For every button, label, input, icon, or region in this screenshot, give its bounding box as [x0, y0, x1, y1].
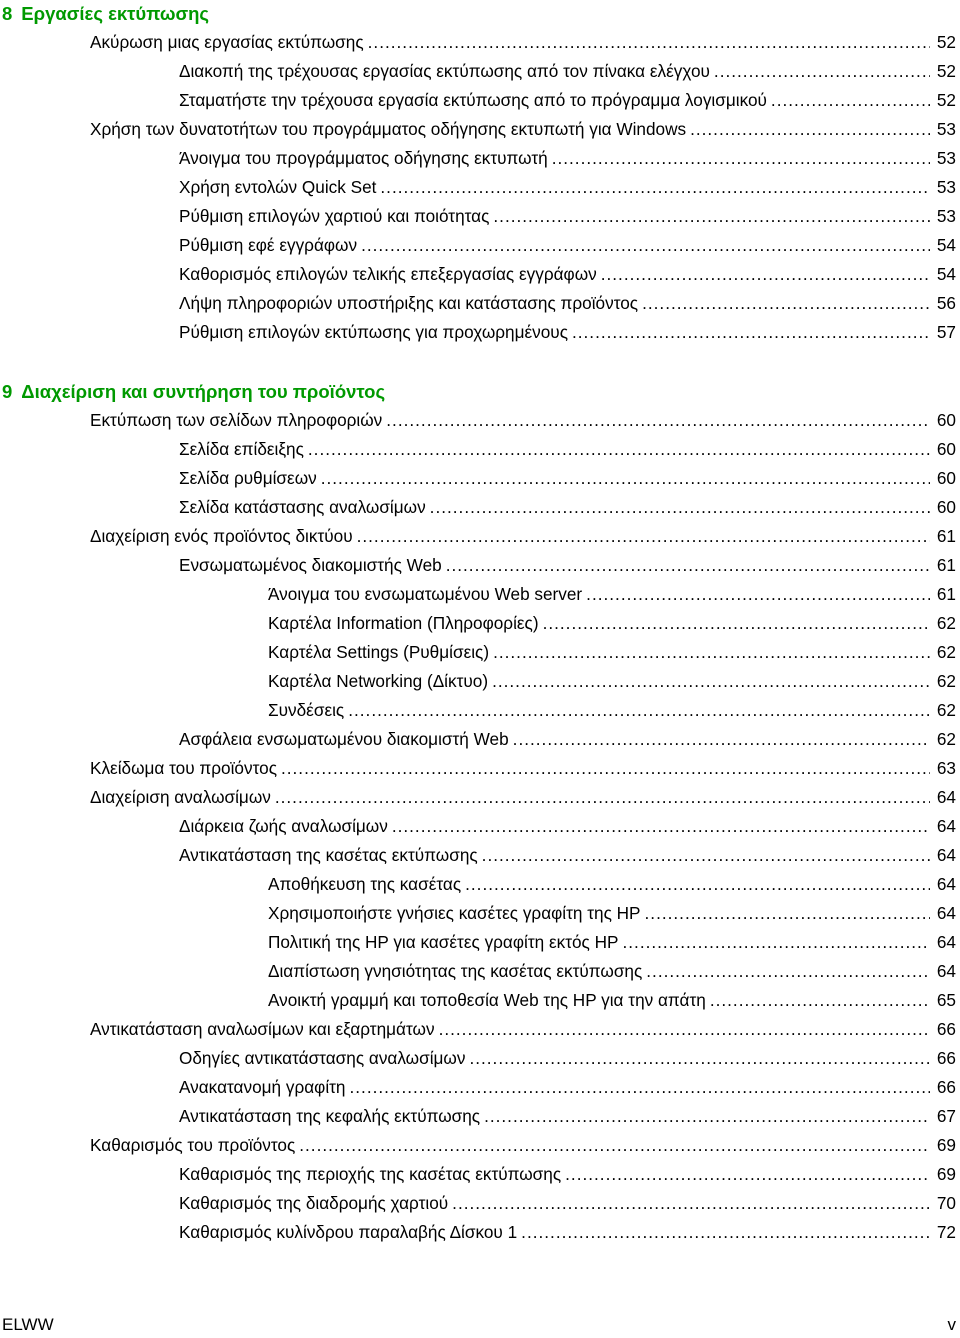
toc-page-number[interactable]: 62	[936, 700, 956, 720]
toc-entry[interactable]	[0, 202, 960, 231]
toc-page-number[interactable]: 57	[936, 322, 956, 342]
toc-entry[interactable]	[0, 696, 960, 725]
toc-page-number[interactable]: 63	[936, 758, 956, 778]
dot-leader	[446, 551, 930, 580]
dot-leader	[690, 115, 930, 144]
toc-page-number[interactable]: 64	[936, 903, 956, 923]
toc-entry[interactable]	[0, 812, 960, 841]
toc-entry[interactable]	[0, 783, 960, 812]
toc-entry-title[interactable]: Συνδέσεις	[268, 700, 345, 720]
chapter-heading	[0, 0, 960, 28]
toc-entry-title[interactable]: Οδηγίες αντικατάστασης αναλωσίμων	[179, 1048, 466, 1068]
toc-entry-title[interactable]: Ασφάλεια ενσωματωμένου διακομιστή Web	[179, 729, 509, 749]
toc-entry[interactable]	[0, 957, 960, 986]
dot-leader	[348, 696, 930, 725]
dot-leader	[452, 1189, 930, 1218]
toc-page-number[interactable]: 62	[936, 613, 956, 633]
toc-entry[interactable]	[0, 1015, 960, 1044]
toc-entry-title[interactable]: Χρησιμοποιήστε γνήσιες κασέτες γραφίτη της HP	[268, 903, 641, 923]
toc-entry[interactable]	[0, 406, 960, 435]
dot-leader	[492, 667, 930, 696]
dot-leader	[543, 609, 930, 638]
toc-entry[interactable]	[0, 841, 960, 870]
dot-leader	[601, 260, 930, 289]
dot-leader	[386, 406, 930, 435]
toc-entry[interactable]	[0, 1073, 960, 1102]
dot-leader	[321, 464, 930, 493]
dot-leader	[484, 1102, 930, 1131]
toc-page-number[interactable]: 60	[936, 468, 956, 488]
dot-leader	[465, 870, 930, 899]
toc-page-number[interactable]: 67	[936, 1106, 956, 1126]
toc-entry-title[interactable]: Ρύθμιση επιλογών εκτύπωσης για προχωρημένους	[179, 322, 568, 342]
footer-label: ELWW	[2, 1315, 54, 1334]
toc-entry[interactable]	[0, 318, 960, 347]
dot-leader	[392, 812, 930, 841]
toc-entry-title[interactable]: Καθαρισμός του προϊόντος	[90, 1135, 296, 1155]
toc-entry-title[interactable]: Καθαρισμός της διαδρομής χαρτιού	[179, 1193, 449, 1213]
dot-leader	[469, 1044, 930, 1073]
chapter-number: 8	[2, 3, 13, 24]
toc-entry[interactable]	[0, 115, 960, 144]
dot-leader	[357, 522, 930, 551]
toc-page-number[interactable]: 64	[936, 961, 956, 981]
toc-entry-list	[0, 28, 960, 347]
toc-entry-title[interactable]: Αποθήκευση της κασέτας	[268, 874, 462, 894]
toc-page-number[interactable]: 56	[936, 293, 956, 313]
chapter-number: 9	[2, 381, 13, 402]
toc-entry-title[interactable]: Καθαρισμός κυλίνδρου παραλαβής Δίσκου 1	[179, 1222, 518, 1242]
toc-entry[interactable]	[0, 1218, 960, 1247]
toc-entry-title[interactable]: Ρύθμιση εφέ εγγράφων	[179, 235, 358, 255]
dot-leader	[552, 144, 930, 173]
toc-page-number[interactable]: 53	[936, 119, 956, 139]
dot-leader	[350, 1073, 931, 1102]
toc-page-number[interactable]: 60	[936, 439, 956, 459]
toc-entry[interactable]	[0, 144, 960, 173]
toc-page-number[interactable]: 66	[936, 1077, 956, 1097]
dot-leader	[710, 986, 930, 1015]
dot-leader	[275, 783, 930, 812]
toc-entry-title[interactable]: Αντικατάσταση αναλωσίμων και εξαρτημάτων	[90, 1019, 435, 1039]
toc-entry[interactable]	[0, 580, 960, 609]
toc-page-number[interactable]: 70	[936, 1193, 956, 1213]
chapter-heading	[0, 378, 960, 406]
toc-entry[interactable]	[0, 57, 960, 86]
toc-page-number[interactable]: 53	[936, 177, 956, 197]
toc-entry-title[interactable]: Ενσωματωμένος διακομιστής Web	[179, 555, 442, 575]
toc-entry-title[interactable]: Άνοιγμα του προγράμματος οδήγησης εκτυπωτή	[179, 148, 548, 168]
toc-entry-title[interactable]: Άνοιγμα του ενσωματωμένου Web server	[268, 584, 583, 604]
toc-entry-title[interactable]: Διαχείριση αναλωσίμων	[90, 787, 271, 807]
toc-page-number[interactable]: 54	[936, 235, 956, 255]
toc-entry-title[interactable]: Διαπίστωση γνησιότητας της κασέτας εκτύπωσης	[268, 961, 643, 981]
dot-leader	[623, 928, 931, 957]
toc-page-number[interactable]: 64	[936, 787, 956, 807]
toc-page-number[interactable]: 64	[936, 874, 956, 894]
toc-page-number[interactable]: 61	[936, 584, 956, 604]
toc-entry[interactable]	[0, 986, 960, 1015]
toc-entry[interactable]	[0, 928, 960, 957]
toc-entry[interactable]	[0, 870, 960, 899]
page-number: v	[947, 1315, 956, 1334]
toc-entry-title[interactable]: Καρτέλα Networking (Δίκτυο)	[268, 671, 489, 691]
toc-page-number[interactable]: 65	[936, 990, 956, 1010]
chapter-title: Εργασίες εκτύπωσης	[21, 3, 210, 24]
dot-leader	[646, 957, 930, 986]
dot-leader	[439, 1015, 930, 1044]
toc-entry[interactable]	[0, 28, 960, 57]
toc-entry-title[interactable]: Αντικατάσταση της κεφαλής εκτύπωσης	[179, 1106, 481, 1126]
toc-entry[interactable]	[0, 638, 960, 667]
toc-page-number[interactable]: 60	[936, 410, 956, 430]
toc-entry[interactable]	[0, 1189, 960, 1218]
toc-entry-title[interactable]: Καθαρισμός της περιοχής της κασέτας εκτύπωσης	[179, 1164, 562, 1184]
toc-entry-title[interactable]: Χρήση των δυνατοτήτων του προγράμματος οδήγησης εκτυπωτή για Windows	[90, 119, 687, 139]
dot-leader	[586, 580, 930, 609]
toc-page-number[interactable]: 64	[936, 932, 956, 952]
toc-entry-title[interactable]: Σταματήστε την τρέχουσα εργασία εκτύπωσης από το πρόγραμμα λογισμικού	[179, 90, 767, 110]
dot-leader	[361, 231, 930, 260]
toc-entry[interactable]	[0, 899, 960, 928]
dot-leader	[299, 1131, 930, 1160]
dot-leader	[493, 638, 930, 667]
toc-entry[interactable]	[0, 522, 960, 551]
toc-entry[interactable]	[0, 493, 960, 522]
toc-page-number[interactable]: 62	[936, 729, 956, 749]
toc-entry-title[interactable]: Πολιτική της HP για κασέτες γραφίτη εκτός HP	[268, 932, 619, 952]
toc-page-number[interactable]: 69	[936, 1135, 956, 1155]
toc-entry[interactable]	[0, 725, 960, 754]
toc-entry-title[interactable]: Ρύθμιση επιλογών χαρτιού και ποιότητας	[179, 206, 490, 226]
toc-entry-title[interactable]: Λήψη πληροφοριών υποστήριξης και κατάστασης προϊόντος	[179, 293, 639, 313]
dot-leader	[308, 435, 930, 464]
page-footer	[0, 1314, 960, 1336]
dot-leader	[430, 493, 930, 522]
toc-entry[interactable]	[0, 1160, 960, 1189]
toc-entry-title[interactable]: Ακύρωση μιας εργασίας εκτύπωσης	[90, 32, 364, 52]
toc-entry-title[interactable]: Αντικατάσταση της κασέτας εκτύπωσης	[179, 845, 478, 865]
toc-entry[interactable]	[0, 667, 960, 696]
toc-entry[interactable]	[0, 609, 960, 638]
toc-entry-title[interactable]: Ανοικτή γραμμή και τοποθεσία Web της HP για την απάτη	[268, 990, 706, 1010]
toc-entry-title[interactable]: Διακοπή της τρέχουσας εργασίας εκτύπωσης από τον πίνακα ελέγχου	[179, 61, 710, 81]
toc-page-number[interactable]: 62	[936, 671, 956, 691]
dot-leader	[281, 754, 930, 783]
toc-entry[interactable]	[0, 464, 960, 493]
toc-page-number[interactable]: 61	[936, 555, 956, 575]
toc-entry-title[interactable]: Διάρκεια ζωής αναλωσίμων	[179, 816, 388, 836]
toc-entry[interactable]	[0, 231, 960, 260]
toc-page-number[interactable]: 52	[936, 61, 956, 81]
dot-leader	[771, 86, 930, 115]
dot-leader	[521, 1218, 930, 1247]
toc-page-number[interactable]: 64	[936, 816, 956, 836]
toc-entry-title[interactable]: Κλείδωμα του προϊόντος	[90, 758, 277, 778]
toc-entry-title[interactable]: Χρήση εντολών Quick Set	[179, 177, 377, 197]
toc-page-number[interactable]: 60	[936, 497, 956, 517]
toc-entry[interactable]	[0, 86, 960, 115]
dot-leader	[380, 173, 930, 202]
toc-page-number[interactable]: 72	[936, 1222, 956, 1242]
toc-page-number[interactable]: 53	[936, 148, 956, 168]
toc-entry[interactable]	[0, 260, 960, 289]
toc-page-number[interactable]: 66	[936, 1019, 956, 1039]
toc-page-number[interactable]: 61	[936, 526, 956, 546]
toc-page-number[interactable]: 53	[936, 206, 956, 226]
toc-entry[interactable]	[0, 1044, 960, 1073]
dot-leader	[572, 318, 930, 347]
dot-leader	[642, 289, 930, 318]
dot-leader	[493, 202, 930, 231]
toc-page-number[interactable]: 52	[936, 32, 956, 52]
toc-page-number[interactable]: 69	[936, 1164, 956, 1184]
toc-entry-title[interactable]: Σελίδα κατάστασης αναλωσίμων	[179, 497, 426, 517]
toc-entry[interactable]	[0, 551, 960, 580]
dot-leader	[565, 1160, 930, 1189]
toc-page-number[interactable]: 54	[936, 264, 956, 284]
toc-entry[interactable]	[0, 754, 960, 783]
toc-entry[interactable]	[0, 289, 960, 318]
toc-entry-title[interactable]: Σελίδα ρυθμίσεων	[179, 468, 317, 488]
dot-leader	[482, 841, 930, 870]
toc-page-number[interactable]: 64	[936, 845, 956, 865]
toc-entry-title[interactable]: Καθορισμός επιλογών τελικής επεξεργασίας εγγράφων	[179, 264, 597, 284]
dot-leader	[368, 28, 930, 57]
toc-page-number[interactable]: 62	[936, 642, 956, 662]
chapter-title: Διαχείριση και συντήρηση του προϊόντος	[21, 381, 386, 402]
toc-page-number[interactable]: 66	[936, 1048, 956, 1068]
toc-entry[interactable]	[0, 173, 960, 202]
toc-entry-title[interactable]: Σελίδα επίδειξης	[179, 439, 304, 459]
toc-entry[interactable]	[0, 1102, 960, 1131]
toc-entry-title[interactable]: Καρτέλα Information (Πληροφορίες)	[268, 613, 539, 633]
toc-page-number[interactable]: 52	[936, 90, 956, 110]
dot-leader	[645, 899, 930, 928]
dot-leader	[513, 725, 930, 754]
toc-entry[interactable]	[0, 435, 960, 464]
toc-entry-title[interactable]: Διαχείριση ενός προϊόντος δικτύου	[90, 526, 353, 546]
dot-leader	[714, 57, 930, 86]
toc-entry-title[interactable]: Καρτέλα Settings (Ρυθμίσεις)	[268, 642, 490, 662]
toc-entry-title[interactable]: Ανακατανομή γραφίτη	[179, 1077, 346, 1097]
toc-entry-list	[0, 406, 960, 1247]
chapter-8-section	[0, 0, 960, 347]
toc-entry-title[interactable]: Εκτύπωση των σελίδων πληροφοριών	[90, 410, 383, 430]
toc-entry[interactable]	[0, 1131, 960, 1160]
chapter-9-section	[0, 378, 960, 1247]
